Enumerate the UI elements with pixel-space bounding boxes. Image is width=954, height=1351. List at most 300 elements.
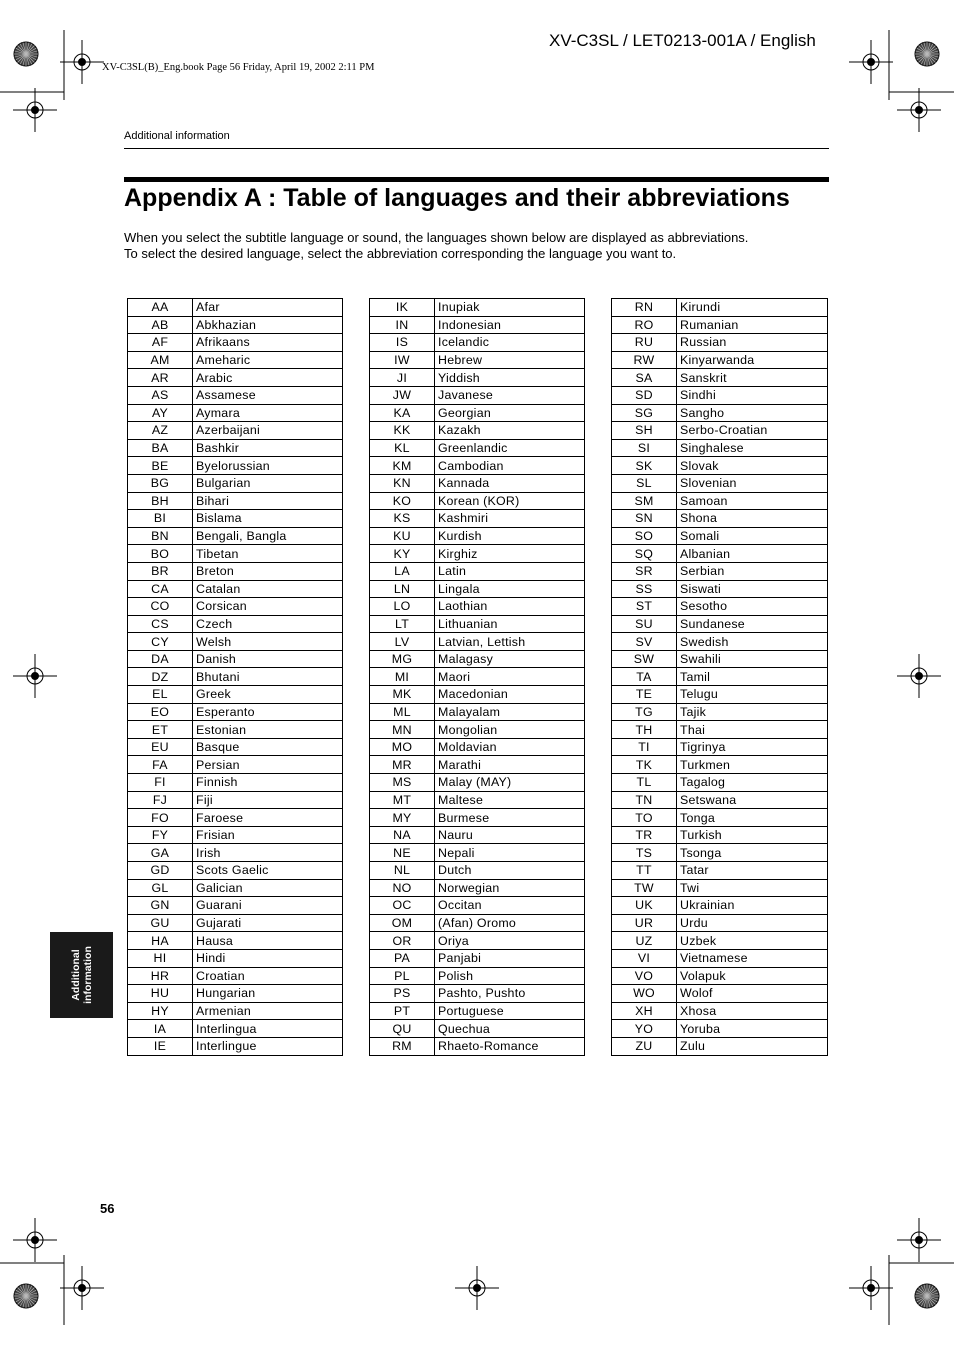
language-code: SH — [612, 422, 677, 440]
section-label: Additional information — [124, 130, 230, 142]
table-row — [612, 457, 828, 475]
language-name: Sundanese — [677, 615, 828, 633]
language-name: Hungarian — [193, 985, 343, 1003]
language-code: SG — [612, 404, 677, 422]
registration-target-icon — [897, 88, 941, 132]
language-code: TI — [612, 738, 677, 756]
language-name: Azerbaijani — [193, 422, 343, 440]
language-code: AY — [128, 404, 193, 422]
table-row — [612, 598, 828, 616]
language-code: SA — [612, 369, 677, 387]
language-code: LA — [370, 562, 435, 580]
language-code: DZ — [128, 668, 193, 686]
table-row — [128, 545, 343, 563]
table-row — [128, 738, 343, 756]
language-code: BR — [128, 562, 193, 580]
table-row — [370, 862, 585, 880]
language-name: Galician — [193, 879, 343, 897]
table-row — [370, 791, 585, 809]
language-code: BO — [128, 545, 193, 563]
language-name: Malayalam — [435, 703, 585, 721]
table-row — [612, 1037, 828, 1055]
language-code: KA — [370, 404, 435, 422]
language-name: Latin — [435, 562, 585, 580]
table-row — [370, 879, 585, 897]
language-code: MK — [370, 686, 435, 704]
language-code: SN — [612, 510, 677, 528]
language-code: KL — [370, 439, 435, 457]
table-row — [128, 527, 343, 545]
language-code: KO — [370, 492, 435, 510]
language-name: Faroese — [193, 809, 343, 827]
language-name: Moldavian — [435, 738, 585, 756]
language-code: MI — [370, 668, 435, 686]
table-row — [370, 967, 585, 985]
language-name: Nepali — [435, 844, 585, 862]
language-code: EL — [128, 686, 193, 704]
table-row — [612, 527, 828, 545]
language-code: NO — [370, 879, 435, 897]
language-table-2 — [369, 298, 585, 1056]
language-name: Lingala — [435, 580, 585, 598]
table-row — [370, 527, 585, 545]
table-row — [370, 932, 585, 950]
language-code: TW — [612, 879, 677, 897]
language-code: IA — [128, 1020, 193, 1038]
page-title: Appendix A : Table of languages and their abbreviations — [124, 184, 790, 212]
language-name: Croatian — [193, 967, 343, 985]
language-name: Assamese — [193, 386, 343, 404]
language-name: Laothian — [435, 598, 585, 616]
table-row — [370, 774, 585, 792]
language-code: SI — [612, 439, 677, 457]
table-row — [370, 510, 585, 528]
language-code: SD — [612, 386, 677, 404]
sunburst-mark-icon — [915, 1284, 939, 1308]
registration-target-icon — [60, 1266, 104, 1310]
table-row — [612, 826, 828, 844]
language-code: TN — [612, 791, 677, 809]
document-id: XV-C3SL / LET0213-001A / English — [549, 31, 816, 50]
language-code: RU — [612, 334, 677, 352]
language-name: Breton — [193, 562, 343, 580]
language-name: Scots Gaelic — [193, 862, 343, 880]
table-row — [128, 386, 343, 404]
language-code: MG — [370, 650, 435, 668]
language-name: Cambodian — [435, 457, 585, 475]
table-row — [128, 949, 343, 967]
language-name: Volapuk — [677, 967, 828, 985]
table-row — [370, 615, 585, 633]
language-name: Tibetan — [193, 545, 343, 563]
language-name: Kirundi — [677, 299, 828, 317]
language-name: Ukrainian — [677, 897, 828, 915]
table-row — [612, 1002, 828, 1020]
language-code: DA — [128, 650, 193, 668]
language-code: GU — [128, 914, 193, 932]
registration-target-icon — [849, 1266, 893, 1310]
table-row — [612, 844, 828, 862]
table-row — [612, 334, 828, 352]
language-code: HR — [128, 967, 193, 985]
language-code: CO — [128, 598, 193, 616]
table-row — [612, 404, 828, 422]
language-code: VO — [612, 967, 677, 985]
language-code: OC — [370, 897, 435, 915]
table-row — [128, 686, 343, 704]
language-name: Tajik — [677, 703, 828, 721]
language-name: Corsican — [193, 598, 343, 616]
header-rule — [124, 148, 829, 149]
table-row — [612, 580, 828, 598]
table-row — [612, 369, 828, 387]
sunburst-mark-icon — [14, 42, 38, 66]
table-row — [370, 826, 585, 844]
intro-text — [124, 230, 748, 262]
language-code: BI — [128, 510, 193, 528]
language-code: TT — [612, 862, 677, 880]
language-name: Thai — [677, 721, 828, 739]
language-name: Singhalese — [677, 439, 828, 457]
language-code: FY — [128, 826, 193, 844]
table-row — [370, 545, 585, 563]
language-name: Catalan — [193, 580, 343, 598]
language-code: NE — [370, 844, 435, 862]
language-code: LV — [370, 633, 435, 651]
table-row — [370, 985, 585, 1003]
registration-target-icon — [455, 1266, 499, 1310]
language-name: Armenian — [193, 1002, 343, 1020]
language-code: IW — [370, 351, 435, 369]
language-name: Indonesian — [435, 316, 585, 334]
language-name: Irish — [193, 844, 343, 862]
table-row — [128, 932, 343, 950]
table-row — [128, 510, 343, 528]
language-code: RW — [612, 351, 677, 369]
table-row — [370, 949, 585, 967]
language-name: Tonga — [677, 809, 828, 827]
table-row — [370, 721, 585, 739]
language-name: Sanskrit — [677, 369, 828, 387]
language-code: TL — [612, 774, 677, 792]
table-row — [128, 615, 343, 633]
language-code: MY — [370, 809, 435, 827]
language-code: WO — [612, 985, 677, 1003]
table-row — [370, 474, 585, 492]
language-name: Finnish — [193, 774, 343, 792]
table-row — [370, 369, 585, 387]
table-row — [370, 1020, 585, 1038]
language-code: SM — [612, 492, 677, 510]
table-row — [370, 351, 585, 369]
table-row — [370, 316, 585, 334]
language-name: Bislama — [193, 510, 343, 528]
table-row — [370, 914, 585, 932]
language-code: AA — [128, 299, 193, 317]
table-row — [612, 615, 828, 633]
language-code: AZ — [128, 422, 193, 440]
language-code: FJ — [128, 791, 193, 809]
language-code: XH — [612, 1002, 677, 1020]
language-name: Tatar — [677, 862, 828, 880]
language-code: KN — [370, 474, 435, 492]
language-code: EO — [128, 703, 193, 721]
registration-target-icon — [849, 40, 893, 84]
language-code: MS — [370, 774, 435, 792]
language-name: Slovak — [677, 457, 828, 475]
language-code: CA — [128, 580, 193, 598]
table-row — [612, 809, 828, 827]
language-name: Afar — [193, 299, 343, 317]
language-name: Somali — [677, 527, 828, 545]
language-name: Serbo-Croatian — [677, 422, 828, 440]
table-row — [128, 791, 343, 809]
language-code: OR — [370, 932, 435, 950]
language-name: Siswati — [677, 580, 828, 598]
language-code: MO — [370, 738, 435, 756]
table-row — [612, 756, 828, 774]
table-row — [370, 299, 585, 317]
language-code: AM — [128, 351, 193, 369]
language-code: SV — [612, 633, 677, 651]
table-row — [128, 457, 343, 475]
table-row — [128, 826, 343, 844]
language-code: UZ — [612, 932, 677, 950]
language-code: BN — [128, 527, 193, 545]
table-row — [612, 879, 828, 897]
table-row — [128, 633, 343, 651]
language-name: Hebrew — [435, 351, 585, 369]
language-name: Tagalog — [677, 774, 828, 792]
language-name: Serbian — [677, 562, 828, 580]
language-name: Latvian, Lettish — [435, 633, 585, 651]
table-row — [612, 721, 828, 739]
language-name: Wolof — [677, 985, 828, 1003]
language-code: TS — [612, 844, 677, 862]
title-rule — [124, 177, 829, 182]
table-row — [370, 897, 585, 915]
table-row — [612, 439, 828, 457]
language-name: Swedish — [677, 633, 828, 651]
language-name: Mongolian — [435, 721, 585, 739]
table-row — [128, 404, 343, 422]
language-code: GL — [128, 879, 193, 897]
table-row — [128, 334, 343, 352]
language-name: Kashmiri — [435, 510, 585, 528]
language-table-1 — [127, 298, 343, 1056]
language-name: Czech — [193, 615, 343, 633]
language-name: Icelandic — [435, 334, 585, 352]
language-code: GD — [128, 862, 193, 880]
table-row — [370, 457, 585, 475]
language-code: ET — [128, 721, 193, 739]
language-code: JI — [370, 369, 435, 387]
table-row — [612, 668, 828, 686]
language-name: Persian — [193, 756, 343, 774]
language-name: Lithuanian — [435, 615, 585, 633]
language-name: Turkmen — [677, 756, 828, 774]
language-code: SK — [612, 457, 677, 475]
language-code: SO — [612, 527, 677, 545]
language-name: Tigrinya — [677, 738, 828, 756]
language-code: LO — [370, 598, 435, 616]
language-code: AB — [128, 316, 193, 334]
language-code: TO — [612, 809, 677, 827]
language-name: Malay (MAY) — [435, 774, 585, 792]
language-name: Kannada — [435, 474, 585, 492]
table-row — [612, 422, 828, 440]
table-row — [370, 492, 585, 510]
language-code: KU — [370, 527, 435, 545]
language-name: Aymara — [193, 404, 343, 422]
language-code: UK — [612, 897, 677, 915]
table-row — [128, 985, 343, 1003]
language-code: SU — [612, 615, 677, 633]
table-row — [612, 932, 828, 950]
language-name: Swahili — [677, 650, 828, 668]
language-code: UR — [612, 914, 677, 932]
language-name: Arabic — [193, 369, 343, 387]
intro-line: When you select the subtitle language or sound, the languages shown below are displayed as abbreviations. — [124, 230, 749, 245]
table-row — [370, 738, 585, 756]
language-name: Pashto, Pushto — [435, 985, 585, 1003]
language-name: Portuguese — [435, 1002, 585, 1020]
language-name: Oriya — [435, 932, 585, 950]
language-code: RM — [370, 1037, 435, 1055]
table-row — [128, 897, 343, 915]
language-code: JW — [370, 386, 435, 404]
table-row — [612, 316, 828, 334]
language-name: Dutch — [435, 862, 585, 880]
table-row — [370, 756, 585, 774]
language-name: Interlingua — [193, 1020, 343, 1038]
table-row — [370, 422, 585, 440]
language-code: TH — [612, 721, 677, 739]
language-name: Yoruba — [677, 1020, 828, 1038]
language-code: HA — [128, 932, 193, 950]
table-row — [128, 879, 343, 897]
language-table-3 — [611, 298, 828, 1056]
side-tab-label — [70, 946, 94, 1004]
language-code: HY — [128, 1002, 193, 1020]
language-code: ST — [612, 598, 677, 616]
language-code: NA — [370, 826, 435, 844]
table-row — [370, 439, 585, 457]
language-code: BA — [128, 439, 193, 457]
registration-target-icon — [897, 1218, 941, 1262]
language-code: SW — [612, 650, 677, 668]
language-name: Polish — [435, 967, 585, 985]
table-row — [612, 1020, 828, 1038]
language-code: IE — [128, 1037, 193, 1055]
language-code: PS — [370, 985, 435, 1003]
table-row — [370, 1002, 585, 1020]
table-row — [612, 949, 828, 967]
language-name: Kazakh — [435, 422, 585, 440]
table-row — [128, 862, 343, 880]
language-code: MT — [370, 791, 435, 809]
table-row — [612, 791, 828, 809]
language-name: Maltese — [435, 791, 585, 809]
table-row — [128, 351, 343, 369]
language-name: Guarani — [193, 897, 343, 915]
language-name: Nauru — [435, 826, 585, 844]
table-row — [370, 1037, 585, 1055]
language-code: RO — [612, 316, 677, 334]
sunburst-mark-icon — [915, 42, 939, 66]
language-name: Basque — [193, 738, 343, 756]
book-info-line: XV-C3SL(B)_Eng.book Page 56 Friday, April 19, 2002 2:11 PM — [102, 62, 375, 73]
table-row — [612, 967, 828, 985]
language-code: SS — [612, 580, 677, 598]
table-row — [370, 633, 585, 651]
table-row — [612, 914, 828, 932]
language-name: Shona — [677, 510, 828, 528]
language-name: Afrikaans — [193, 334, 343, 352]
language-name: Estonian — [193, 721, 343, 739]
table-row — [128, 967, 343, 985]
language-name: Maori — [435, 668, 585, 686]
language-name: Abkhazian — [193, 316, 343, 334]
table-row — [128, 439, 343, 457]
table-row — [128, 809, 343, 827]
table-row — [370, 562, 585, 580]
language-name: Panjabi — [435, 949, 585, 967]
table-row — [370, 650, 585, 668]
language-name: Bhutani — [193, 668, 343, 686]
language-name: Korean (KOR) — [435, 492, 585, 510]
language-code: PA — [370, 949, 435, 967]
language-code: TR — [612, 826, 677, 844]
language-name: Kirghiz — [435, 545, 585, 563]
language-name: Sindhi — [677, 386, 828, 404]
language-code: CY — [128, 633, 193, 651]
language-code: VI — [612, 949, 677, 967]
language-code: PT — [370, 1002, 435, 1020]
language-code: GN — [128, 897, 193, 915]
language-code: IK — [370, 299, 435, 317]
table-row — [612, 703, 828, 721]
table-row — [370, 404, 585, 422]
language-name: Quechua — [435, 1020, 585, 1038]
language-name: Esperanto — [193, 703, 343, 721]
page-number: 56 — [100, 1201, 115, 1216]
table-row — [128, 914, 343, 932]
language-code: HI — [128, 949, 193, 967]
language-code: AR — [128, 369, 193, 387]
language-name: Zulu — [677, 1037, 828, 1055]
language-code: LT — [370, 615, 435, 633]
language-code: FA — [128, 756, 193, 774]
language-name: Sesotho — [677, 598, 828, 616]
language-name: Ameharic — [193, 351, 343, 369]
language-code: YO — [612, 1020, 677, 1038]
table-row — [612, 474, 828, 492]
table-row — [370, 580, 585, 598]
language-name: Setswana — [677, 791, 828, 809]
language-name: Bengali, Bangla — [193, 527, 343, 545]
registration-target-icon — [897, 654, 941, 698]
table-row — [370, 703, 585, 721]
language-name: Greenlandic — [435, 439, 585, 457]
language-name: Uzbek — [677, 932, 828, 950]
language-code: OM — [370, 914, 435, 932]
table-row — [128, 756, 343, 774]
table-row — [612, 862, 828, 880]
language-code: SL — [612, 474, 677, 492]
language-name: Fiji — [193, 791, 343, 809]
table-row — [128, 703, 343, 721]
